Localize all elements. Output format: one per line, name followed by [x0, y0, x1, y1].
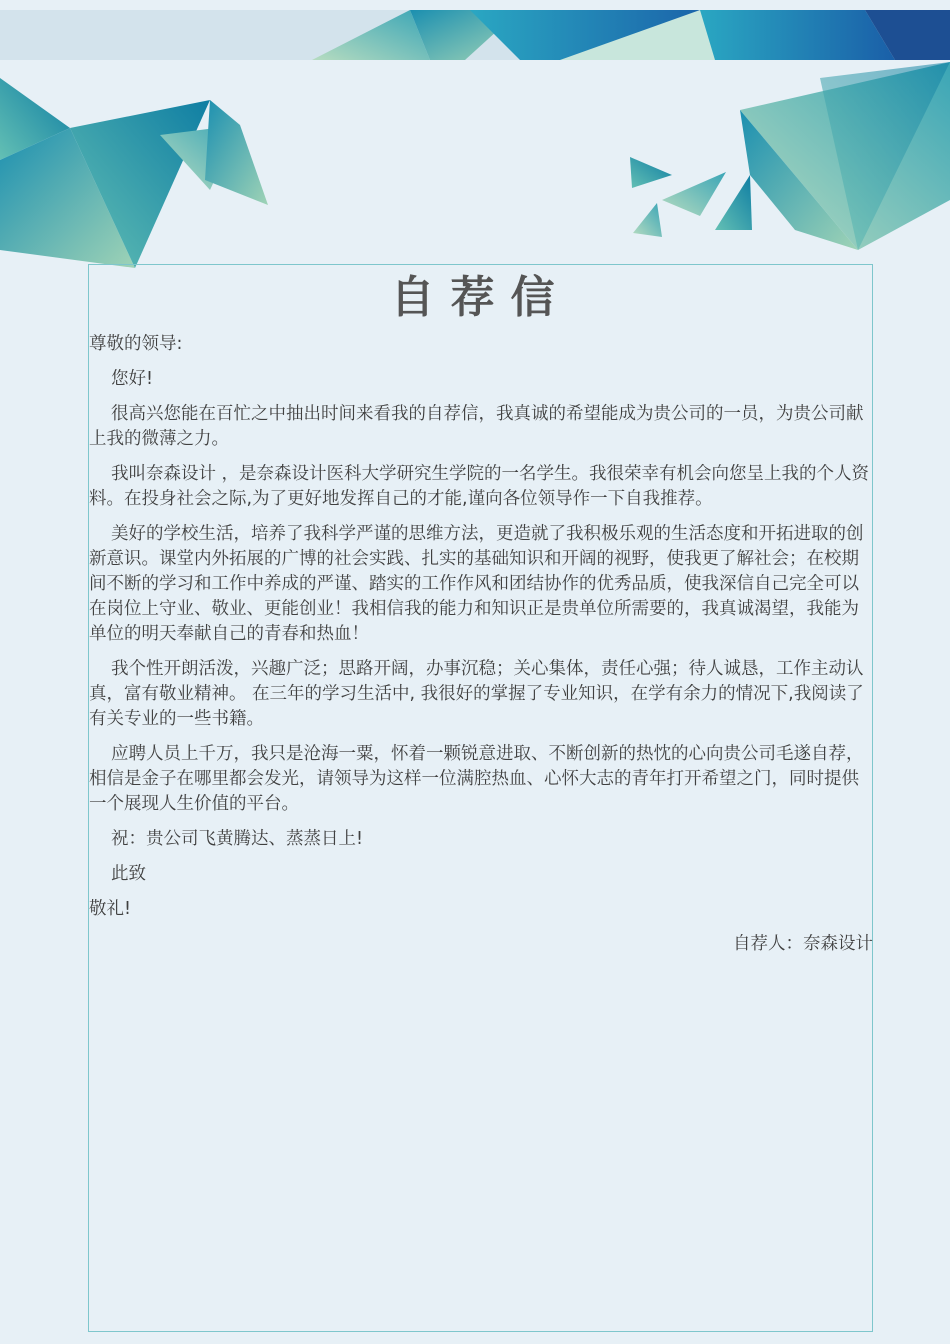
paragraph-5: 应聘人员上千万，我只是沧海一粟，怀着一颗锐意进取、不断创新的热忱的心向贵公司毛遂自荐，相信是金子在哪里都会发光，请领导为这样一位满腔热血、心怀大志的青年打开希望之门，同时提供一个展现人生价值的平台。	[89, 744, 864, 814]
paragraph-4: 我个性开朗活泼，兴趣广泛；思路开阔，办事沉稳；关心集体，责任心强；待人诚恳，工作主动认真，富有敬业精神。 在三年的学习生活中, 我很好的掌握了专业知识，在学有余力的情况下,我阅读了有关专业的一些书籍。	[89, 659, 864, 729]
greeting: 您好!	[111, 369, 154, 389]
signature: 自荐人：奈森设计	[733, 934, 873, 954]
deco-triangle	[715, 175, 752, 230]
origami-decoration	[0, 0, 950, 280]
paragraph-2: 我叫奈森设计 ，是奈森设计医科大学研究生学院的一名学生。我很荣幸有机会向您呈上我的个人资料。在投身社会之际,为了更好地发挥自己的才能,谨向各位领导作一下自我推荐。	[89, 464, 870, 509]
deco-triangle	[633, 203, 662, 237]
letter-body	[89, 332, 875, 957]
salutation: 尊敬的领导:	[89, 334, 183, 354]
page-title: 自荐信	[390, 272, 571, 323]
deco-triangle	[205, 100, 268, 205]
deco-triangle	[630, 157, 672, 188]
deco-triangle	[700, 10, 895, 60]
deco-triangle	[662, 172, 726, 216]
paragraph-1: 很高兴您能在百忙之中抽出时间来看我的自荐信，我真诚的希望能成为贵公司的一员，为贵公司献上我的微薄之力。	[89, 404, 864, 449]
paragraph-3: 美好的学校生活，培养了我科学严谨的思维方法，更造就了我积极乐观的生活态度和开拓进取的创新意识。课堂内外拓展的广博的社会实践、扎实的基础知识和开阔的视野，使我更了解社会；在校期间不断的学习和工作中养成的严谨、踏实的工作作风和团结协作的优秀品质，使我深信自己完全可以在岗位上守业、敬业、更能创业！我相信我的能力和知识正是贵单位所需要的，我真诚渴望，我能为单位的明天奉献自己的青春和热血！	[89, 524, 864, 644]
wish-line: 祝：贵公司飞黄腾达、蒸蒸日上!	[111, 829, 364, 849]
closing-line: 此致	[111, 864, 146, 884]
deco-triangle	[312, 10, 430, 60]
regards-line: 敬礼!	[89, 899, 132, 919]
